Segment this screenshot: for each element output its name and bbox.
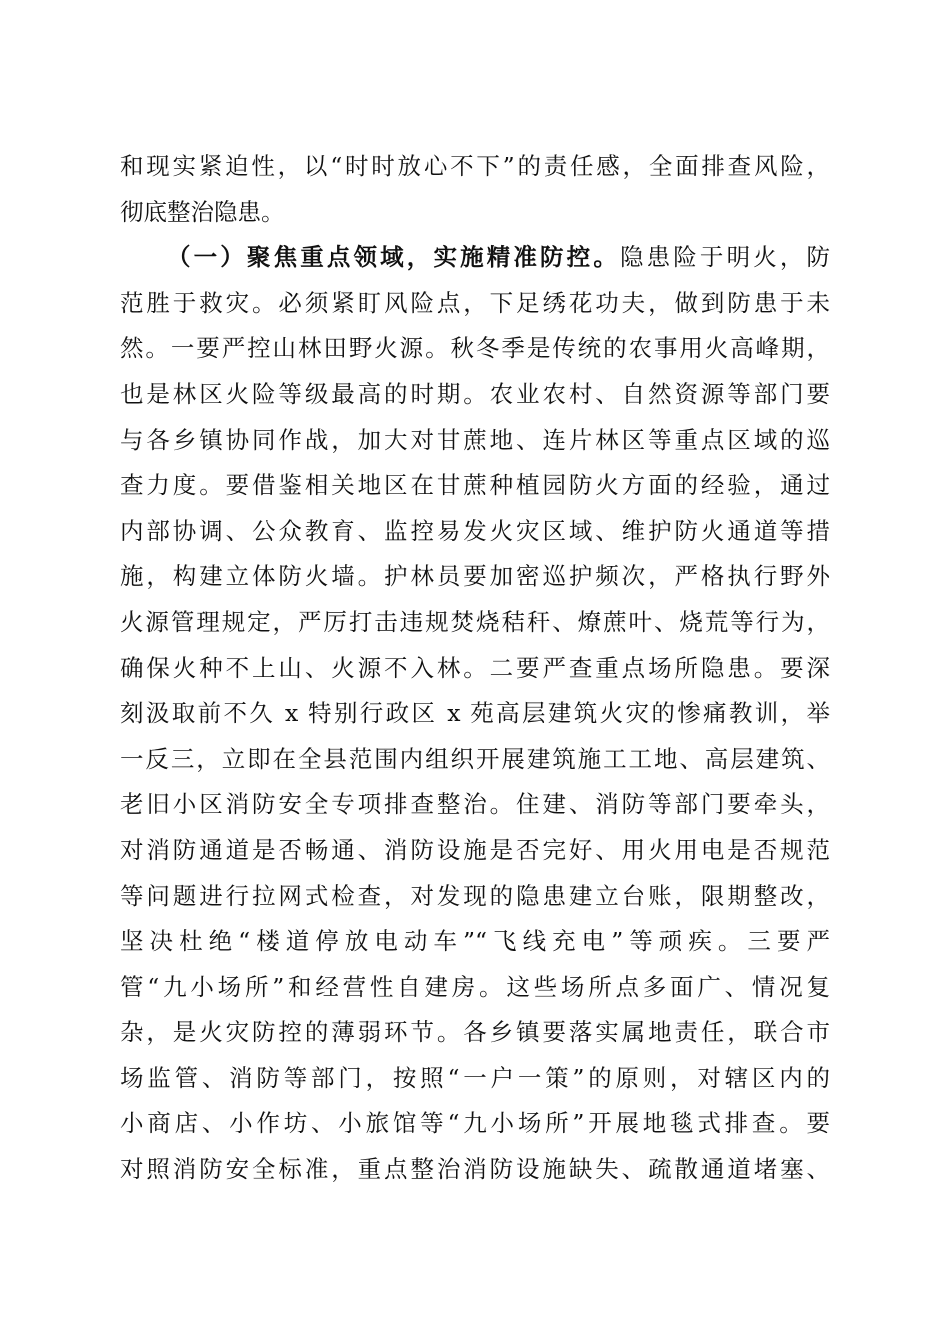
paragraph-first-line: [120, 235, 830, 281]
section-heading: （一）聚焦重点领域，实施精准防控。: [167, 243, 620, 272]
text-line: 杂，是火灾防控的薄弱环节。各乡镇要落实属地责任，联合市: [120, 1018, 830, 1047]
text-run: 隐患险于明火，防: [619, 243, 830, 272]
text-line: 对消防通道是否畅通、消防设施是否完好、用火用电是否规范: [120, 835, 830, 864]
text-line: 对照消防安全标准，重点整治消防设施缺失、疏散通道堵塞、: [120, 1155, 830, 1184]
text-line: 场监管、消防等部门，按照“一户一策”的原则，对辖区内的: [120, 1063, 830, 1092]
text-line: 坚决杜绝“楼道停放电动车”“飞线充电”等顽疾。三要严: [120, 927, 830, 956]
text-line: 小商店、小作坊、小旅馆等“九小场所”开展地毯式排查。要: [120, 1109, 830, 1138]
document-body: [120, 144, 830, 1193]
text-line: 管“九小场所”和经营性自建房。这些场所点多面广、情况复: [120, 972, 830, 1001]
text-line: 一反三，立即在全县范围内组织开展建筑施工工地、高层建筑、: [120, 744, 830, 773]
text-line: 老旧小区消防安全专项排查整治。住建、消防等部门要牵头，: [120, 790, 830, 819]
text-line: 火源管理规定，严厉打击违规焚烧秸秆、燎蔗叶、烧荒等行为，: [120, 607, 830, 636]
text-line: 内部协调、公众教育、监控易发火灾区域、维护防火通道等措: [120, 516, 830, 545]
text-line: 施，构建立体防火墙。护林员要加密巡护频次，严格执行野外: [120, 562, 830, 591]
text-line: 查力度。要借鉴相关地区在甘蔗种植园防火方面的经验，通过: [120, 471, 830, 500]
text-line: 然。一要严控山林田野火源。秋冬季是传统的农事用火高峰期，: [120, 334, 830, 363]
text-line: 和现实紧迫性，以“时时放心不下”的责任感，全面排查风险，: [120, 152, 830, 180]
text-line: 与各乡镇协同作战，加大对甘蔗地、连片林区等重点区域的巡: [120, 425, 830, 454]
text-line: 等问题进行拉网式检查，对发现的隐患建立台账，限期整改，: [120, 881, 830, 910]
text-line: 范胜于救灾。必须紧盯风险点，下足绣花功夫，做到防患于未: [120, 288, 830, 317]
text-line: 确保火种不上山、火源不入林。二要严查重点场所隐患。要深: [120, 653, 830, 682]
text-line: 刻汲取前不久 x 特别行政区 x 苑高层建筑火灾的惨痛教训，举: [120, 699, 830, 728]
text-line: 也是林区火险等级最高的时期。农业农村、自然资源等部门要: [120, 379, 830, 408]
text-line: 彻底整治隐患。: [120, 197, 285, 226]
